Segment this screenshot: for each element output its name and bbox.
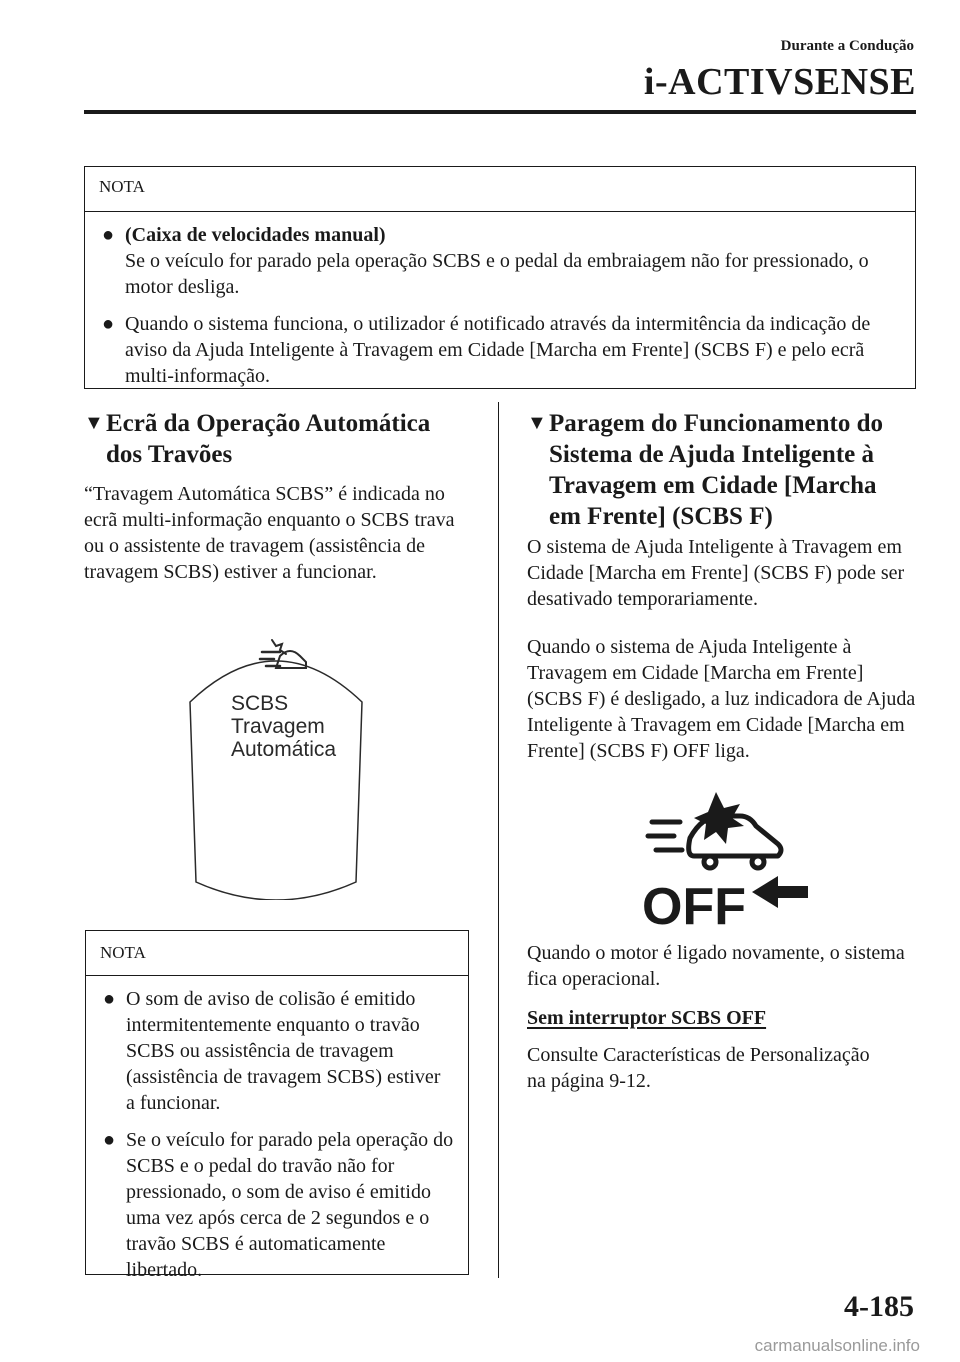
note-item [100,1127,454,1283]
note-item [100,986,454,1116]
note-label [85,167,915,212]
note-item [99,222,901,300]
right-heading-text: Paragem do Funcionamento do Sistema de Ajuda Inteligente à Travagem em Cidade [Marcha em Frente] (SCBS F) [549,410,884,530]
note-item-text: O som de aviso de colisão é emitido intermitentemente enquanto o travão SCBS ou assistência de travagem (assistência de travagem SCBS) estiver a funcionar. [126,988,441,1114]
bullet-icon: ● [102,224,115,246]
right-subheading: Sem interruptor SCBS OFF [527,1007,767,1029]
right-paragraph-4: Consulte Características de Personalização na página 9-12. [527,1044,870,1092]
display-text [231,692,336,761]
triangle-icon: ▼ [527,412,547,434]
bullet-icon: ● [103,988,116,1010]
right-heading [527,408,917,532]
note-label-text: NOTA [99,177,145,196]
right-paragraph-3: Quando o motor é ligado novamente, o sistema fica operacional. [527,942,905,990]
right-paragraph-2: Quando o sistema de Ajuda Inteligente à Travagem em Cidade [Marcha em Frente] (SCBS F) é desligado, a luz indicadora de Ajuda Inteligente à Travagem em Cidade [Marcha em Frente] (SCBS F) OFF liga. [527,636,916,762]
right-paragraph-1: O sistema de Ajuda Inteligente à Travagem em Cidade [Marcha em Frente] (SCBS F) pode ser desativado temporariamente. [527,536,905,610]
display-line-3: Automática [231,738,337,761]
note-item-bold: (Caixa de velocidades manual) [125,224,386,246]
note-label-text: NOTA [100,943,146,962]
note-body [85,212,915,389]
display-line-2: Travagem [231,715,325,738]
column-divider [498,402,499,1278]
triangle-icon: ▼ [84,412,104,434]
scbs-off-indicator-icon [640,782,810,930]
note-item-text: Quando o sistema funciona, o utilizador é notificado através da intermitência da indicação de aviso da Ajuda Inteligente à Travagem em Cidade [Marcha em Frente] (SCBS F) e pelo ecrã multi-informação. [125,313,871,387]
multi-information-display [184,628,368,900]
page-number: 4-185 [844,1290,914,1323]
left-heading-text: Ecrã da Operação Automática dos Travões [106,410,431,468]
left-paragraph: “Travagem Automática SCBS” é indicada no ecrã multi-informação enquanto o SCBS trava ou o assistente de travagem (assistência de travagem SCBS) estiver a funcionar. [84,483,455,583]
display-line-1: SCBS [231,692,289,715]
bullet-icon: ● [102,313,115,335]
note-box-left [85,930,469,1281]
note-item-text: Se o veículo for parado pela operação do SCBS e o pedal do travão não for pressionado, o som de aviso é emitido uma vez após cerca de 2 segundos e o travão SCBS é automaticamente libertado. [126,1129,454,1281]
section-title: i-ACTIVSENSE [643,61,916,103]
left-heading [84,408,484,470]
indicator-off-text: OFF [642,878,746,930]
note-body [86,976,468,1283]
note-label [86,931,468,976]
note-item-text: Se o veículo for parado pela operação SCBS e o pedal da embraiagem não for pressionado, o motor desliga. [125,250,869,298]
watermark: carmanualsonline.info [754,1336,920,1355]
note-box-top [84,166,916,389]
note-item [99,311,901,389]
chapter-title: Durante a Condução [780,38,914,54]
bullet-icon: ● [103,1129,116,1151]
header-rule [84,110,916,114]
